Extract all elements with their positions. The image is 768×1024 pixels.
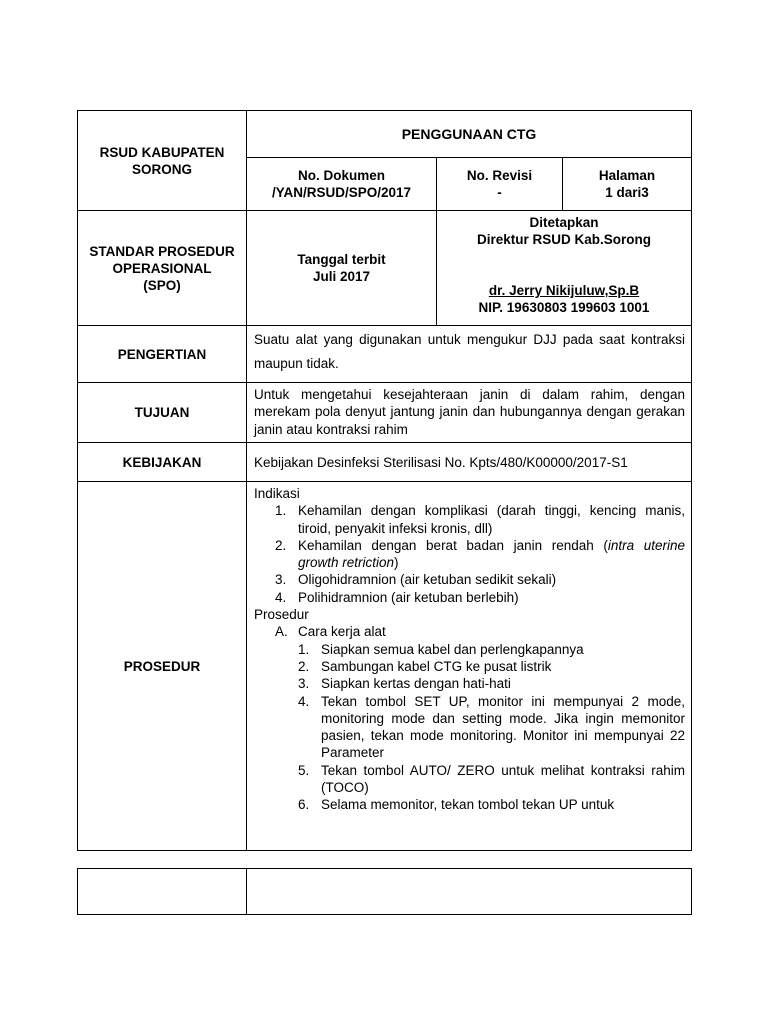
section-body-pengertian [254, 328, 685, 376]
sub-heading-text: Cara kerja alat [298, 624, 386, 640]
step-text: Sambungan kabel CTG ke pusat listrik [321, 658, 552, 674]
sub-heading [254, 623, 685, 640]
issue-date [247, 211, 436, 325]
document-title [247, 111, 691, 157]
spo-label-line: (SPO) [143, 277, 181, 293]
step-text: Siapkan semua kabel dan perlengkapannya [321, 641, 584, 657]
step-number: 6. [298, 797, 310, 813]
section-body-text: Suatu alat yang digunakan untuk mengukur DJJ pada saat kontraksi maupun tidak. [254, 332, 685, 371]
issue-date-label: Tanggal terbit [297, 252, 386, 267]
approval-label: Ditetapkan [529, 215, 599, 230]
step-text: Tekan tombol AUTO/ ZERO untuk melihat kontraksi rahim (TOCO) [321, 762, 685, 796]
list-item [254, 502, 685, 537]
document-title-text: PENGGUNAAN CTG [401, 125, 537, 142]
step-item [254, 658, 685, 675]
section-label-pengertian [78, 326, 246, 382]
section-label-text: PROSEDUR [123, 658, 201, 674]
revision-number-value: - [497, 185, 502, 200]
step-item [254, 675, 685, 692]
section-label-text: PENGERTIAN [117, 346, 207, 362]
section-body-kebijakan [254, 443, 685, 481]
hospital-name-line: RSUD KABUPATEN [99, 144, 225, 160]
step-number: 4. [298, 693, 310, 709]
revision-number [437, 158, 562, 210]
hospital-name-line: SORONG [131, 161, 192, 177]
list-item [254, 537, 685, 572]
section-body-prosedur [254, 485, 685, 814]
list-item-text-italic: intra uterine growth retriction [298, 537, 685, 571]
indikasi-heading: Indikasi [254, 486, 300, 501]
step-text: Siapkan kertas dengan hati-hati [321, 676, 511, 692]
section-label-kebijakan [78, 443, 246, 481]
step-text: Tekan tombol SET UP, monitor ini mempunyai 2 mode, monitoring mode dan setting mode. Jika ingin memonitor pasien, tekan mode monitoring. Monitor ini mempunyai 22 Parameter [321, 693, 685, 761]
document-number [247, 158, 436, 210]
step-item [254, 762, 685, 797]
document-number-label: No. Dokumen [297, 168, 385, 183]
step-text: Selama memonitor, tekan tombol tekan UP untuk [321, 797, 615, 813]
section-label-prosedur [78, 482, 246, 850]
issue-date-value: Juli 2017 [312, 269, 371, 284]
section-body-text: Untuk mengetahui kesejahteraan janin di dalam rahim, dengan merekam pola denyut jantung janin dan hubungannya dengan gerakan janin atau kontraksi rahim [254, 387, 685, 437]
spo-label [78, 211, 246, 325]
section-body-text: Kebijakan Desinfeksi Sterilisasi No. Kpts/480/K00000/2017-S1 [254, 454, 628, 470]
hospital-name [78, 111, 246, 210]
prosedur-heading: Prosedur [254, 607, 309, 623]
list-item-text: Kehamilan dengan komplikasi (darah tinggi, kencing manis, tiroid, penyakit infeksi kronis, dll) [298, 503, 685, 536]
approval-director: Direktur RSUD Kab.Sorong [476, 232, 652, 247]
document-number-value: /YAN/RSUD/SPO/2017 [271, 185, 412, 200]
approval-block [437, 211, 691, 325]
list-item [254, 571, 685, 588]
section-label-text: TUJUAN [134, 405, 190, 420]
approval-signer [437, 282, 691, 299]
page-number-label: Halaman [598, 168, 656, 183]
step-number: 2. [298, 658, 310, 674]
step-item [254, 641, 685, 658]
spo-label-line: STANDAR PROSEDUR [89, 243, 235, 259]
section-label-text: KEBIJAKAN [122, 454, 202, 470]
page-number [563, 158, 691, 210]
list-item-text-part: ) [394, 555, 399, 571]
step-item [254, 693, 685, 762]
list-item-number: 4. [275, 589, 287, 605]
list-item-number: 1. [275, 503, 287, 519]
approval-signer-name: dr. Jerry Nikijuluw,Sp.B [488, 283, 640, 298]
list-item-text: Polihidramnion (air ketuban berlebih) [298, 589, 519, 605]
spo-label-line: OPERASIONAL [112, 260, 212, 276]
list-item-text: Oligohidramnion (air ketuban sedikit sekali) [298, 572, 557, 588]
list-item-number: 3. [275, 572, 287, 588]
step-number: 3. [298, 676, 310, 692]
grid-line [246, 868, 247, 915]
list-item-number: 2. [275, 537, 287, 553]
section-body-tujuan [254, 386, 685, 438]
step-item [254, 796, 685, 813]
sub-heading-letter: A. [275, 624, 288, 640]
step-number: 5. [298, 762, 310, 778]
next-page-table [77, 868, 692, 915]
list-item [254, 589, 685, 606]
revision-number-label: No. Revisi [466, 168, 533, 183]
list-item-text-part: Kehamilan dengan berat badan janin rendah ( [298, 537, 608, 553]
step-number: 1. [298, 641, 310, 657]
page-number-value: 1 dari3 [605, 185, 649, 200]
approval-nip: NIP. 19630803 199603 1001 [478, 300, 650, 315]
list-item-text [298, 537, 685, 572]
section-label-tujuan [78, 383, 246, 442]
